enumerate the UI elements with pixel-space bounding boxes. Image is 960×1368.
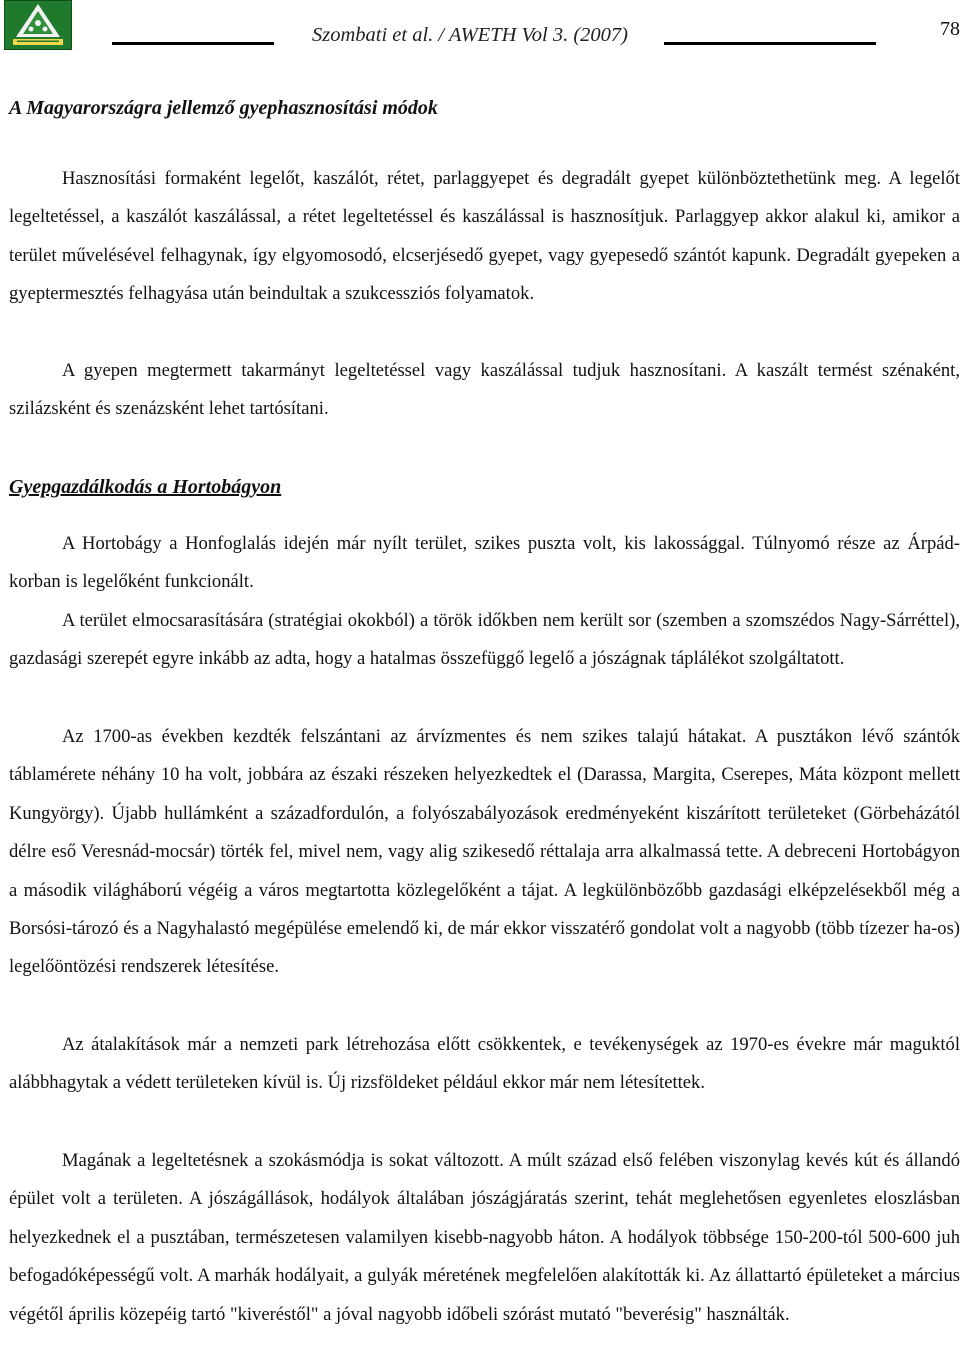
paragraph: A gyepen megtermett takarmányt legeltetéssel vagy kaszálással tudjuk hasznosítani. A kaszált termést szénaként, szilázsként és szenázsként lehet tartósítani. <box>9 360 960 420</box>
paragraph: Magának a legeltetésnek a szokásmódja is sokat változott. A múlt század első felében viszonylag kevés kút és állandó épület volt a területen. A jószágállások, hodályok általában jószágjáratás szerint, tehát meglehetősen egyenletes eloszlásban helyezkednek el a pusztában, természetesen valamilyen kisebb-nagyobb háton. A hodályok többsége 150-200-tól 500-600 juh befogadóképességű volt. A marhák hodályait, a gulyák méretének megfelelően alakították ki. Az állattartó épületeket a március végétől április közepéig tartó "kiveréstől" a jóval nagyobb időbeli szórást mutató "beverésig" használták. <box>9 1150 960 1325</box>
page-number: 78 <box>940 18 960 40</box>
page-header <box>0 0 960 60</box>
paragraph: Hasznosítási formaként legelőt, kaszálót, rétet, parlaggyepet és degradált gyepet különböztethetünk meg. A legelőt legeltetéssel, a kaszálót kaszálással, a rétet legeltetéssel és kaszálással is hasznosítjuk. Parlaggyep akkor alakul ki, amikor a terület művelésével felhagynak, így elgyomosodó, elcserjésedő gyepet, vagy gyepesedő szántót kapunk. Degradált gyepeken a gyeptermesztés felhagyása után beindultak a szukcessziós folyamatok. <box>9 168 960 305</box>
paragraph: Az 1700-as években kezdték felszántani az árvízmentes és nem szikes talajú hátakat. A pusztákon lévő szántók táblamérete néhány 10 ha volt, jobbára az északi részeken helyezkedtek el (Darassa, Margita, Cserepes, Máta központ mellett Kungyörgy). Újabb hullámként a századfordulón, a folyószabályozások eredményeként kiszárított területeket (Görbeházától délre eső Veresnád-mocsár) törték fel, mivel nem, vagy alig szikesedő réttalaja arra alkalmassá tette. A debreceni Hortobágyon a második világháború végéig a város megtartotta közlegelőként a tájat. A legkülönbözőbb gazdasági elképzelésekből még a Borsósi-tározó és a Nagyhalastó megépülése emelendő ki, de már ekkor visszatérő gondolat volt a nagyobb (több tízezer ha-os) legelőöntözési rendszerek létesítése. <box>9 726 960 978</box>
journal-logo-icon <box>4 0 72 50</box>
header-rule-left <box>112 42 274 45</box>
paragraph: A Hortobágy a Honfoglalás idején már nyílt terület, szikes puszta volt, kis lakossággal. Túlnyomó része az Árpád-korban is legelőként funkcionált. <box>9 533 960 593</box>
header-rule-right <box>664 42 876 45</box>
section-heading: A Magyarországra jellemző gyephasznosítási módok <box>9 97 438 119</box>
paragraph: Az átalakítások már a nemzeti park létrehozása előtt csökkentek, e tevékenységek az 1970-es évekre már maguktól alábbhagytak a védett területeken kívül is. Új rizsföldeket például ekkor már nem létesítettek. <box>9 1034 960 1094</box>
paragraph: A terület elmocsarasítására (stratégiai okokból) a török időkben nem került sor (szemben a szomszédos Nagy-Sárréttel), gazdasági szerepét egyre inkább az adta, hogy a hatalmas összefüggő legelő a jószágnak táplálékot szolgáltatott. <box>9 610 960 670</box>
running-head: Szombati et al. / AWETH Vol 3. (2007) <box>311 24 629 46</box>
section-heading: Gyepgazdálkodás a Hortobágyon <box>9 476 282 498</box>
